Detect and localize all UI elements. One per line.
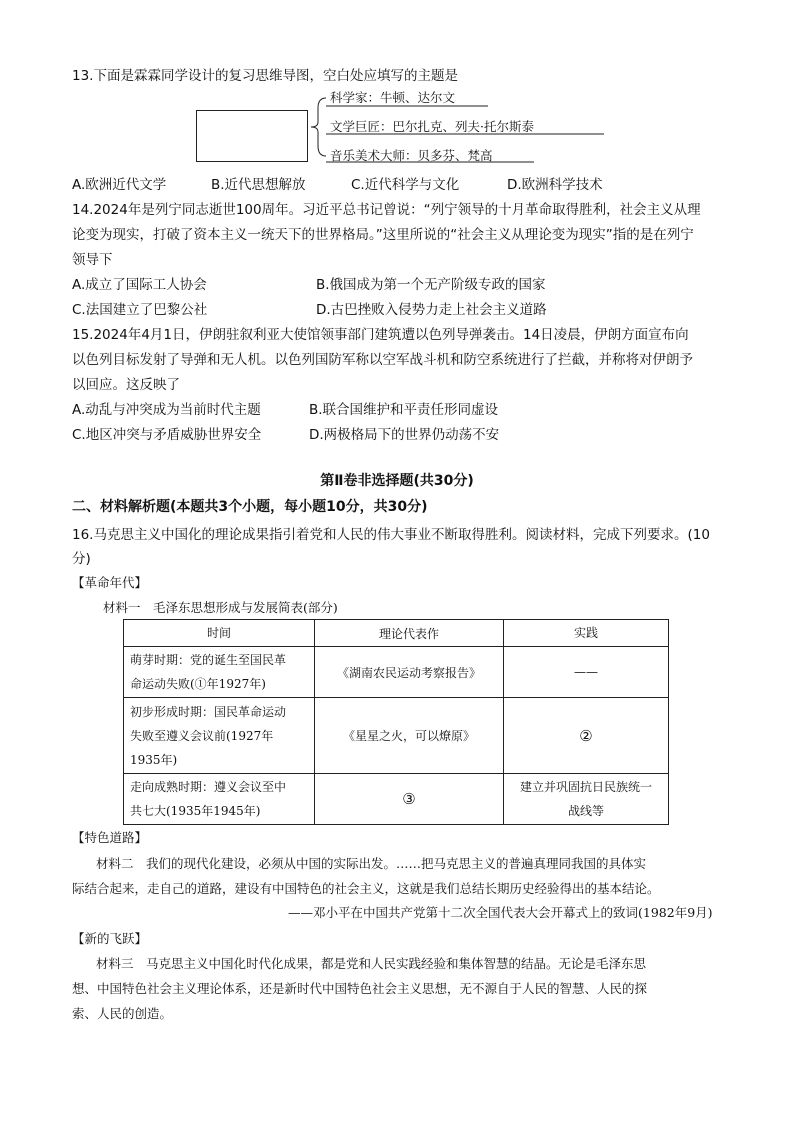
q13-option-a[interactable]: A.欧洲近代文学	[72, 177, 167, 193]
part2-title: 第Ⅱ卷非选择题(共30分)	[320, 473, 474, 489]
q14-stem-line-2: 论变为现实，打破了资本主义一统天下的世界格局。”这里所说的“社会主义从理论变为现实”指的是在列宁	[72, 227, 694, 243]
q15-stem-line-2: 以色列目标发射了导弹和无人机。以色列国防军称以空军战斗机和防空系统进行了拦截，并称将对伊朗予	[72, 352, 693, 368]
table-cell-work: 《星星之火，可以燎原》	[315, 698, 504, 774]
material2-line-2: 际结合起来，走自己的道路，建设有中国特色的社会主义，这就是我们总结长期历史经验得出的基本结论。	[72, 881, 660, 896]
q13-option-c[interactable]: C.近代科学与文化	[351, 177, 460, 193]
q13-option-d[interactable]: D.欧洲科学技术	[507, 177, 603, 193]
q14-stem-line-3: 领导下	[72, 252, 113, 268]
table-row	[124, 698, 669, 774]
table-row	[124, 647, 669, 698]
q14-option-b[interactable]: B.俄国成为第一个无产阶级专政的国家	[316, 277, 546, 293]
q15-stem-line-1: 15.2024年4月1日，伊朗驻叙利亚大使馆领事部门建筑遭以色列导弹袭击。14日凌晨，伊朗方面宣布向	[72, 327, 689, 343]
mindmap-branch-literature: 文学巨匠：巴尔扎克、列夫·托尔斯泰	[330, 119, 534, 134]
table-header-row	[124, 620, 669, 647]
table-header-time: 时间	[124, 620, 315, 647]
material3-line-2: 想、中国特色社会主义理论体系，还是新时代中国特色社会主义思想，无不源自于人民的智慧、人民的探	[72, 981, 648, 996]
q13-option-b[interactable]: B.近代思想解放	[211, 177, 306, 193]
q14-option-d[interactable]: D.古巴挫败入侵势力走上社会主义道路	[316, 302, 547, 318]
q14-option-c[interactable]: C.法国建立了巴黎公社	[72, 302, 208, 318]
q14-stem-line-1: 14.2024年是列宁同志逝世100周年。习近平总书记曾说：“列宁领导的十月革命取得胜利，社会主义从理	[72, 202, 701, 218]
q16-stem-line-2: 分)	[72, 551, 91, 567]
table-cell-work: ③	[315, 774, 504, 825]
material2-source: ——邓小平在中国共产党第十二次全国代表大会开幕式上的致词(1982年9月)	[288, 905, 713, 920]
mindmap-blank-box	[196, 110, 308, 162]
q14-option-a[interactable]: A.成立了国际工人协会	[72, 277, 207, 293]
q16-stem-line-1: 16.马克思主义中国化的理论成果指引着党和人民的伟大事业不断取得胜利。阅读材料，完成下列要求。(10	[72, 527, 710, 543]
q15-option-d[interactable]: D.两极格局下的世界仍动荡不安	[309, 427, 500, 443]
table-cell-time: 走向成熟时期：遵义会议至中 共七大(1935年1945年)	[124, 774, 315, 825]
material1-table	[123, 619, 669, 825]
tag-revolution-era: 【革命年代】	[72, 575, 148, 590]
table-cell-practice: ②	[504, 698, 669, 774]
tag-new-leap: 【新的飞跃】	[72, 931, 148, 946]
table-cell-practice: ——	[504, 647, 669, 698]
table-cell-time: 萌芽时期：党的诞生至国民革 命运动失败(①年1927年)	[124, 647, 315, 698]
mindmap-branch-scientists: 科学家：牛顿、达尔文	[330, 90, 456, 105]
material2-line-1: 材料二 我们的现代化建设，必须从中国的实际出发。……把马克思主义的普遍真理同我国的具体实	[96, 856, 647, 871]
tag-characteristic-road: 【特色道路】	[72, 830, 148, 845]
table-row	[124, 774, 669, 825]
table-cell-work: 《湖南农民运动考察报告》	[315, 647, 504, 698]
material3-line-3: 索、人民的创造。	[72, 1006, 173, 1021]
table-header-work: 理论代表作	[315, 620, 504, 647]
section-heading: 二、材料解析题(本题共3个小题，每小题10分，共30分)	[72, 499, 428, 515]
material3-line-1: 材料三 马克思主义中国化时代化成果，都是党和人民实践经验和集体智慧的结晶。无论是毛泽东思	[96, 956, 647, 971]
mindmap-branch-art: 音乐美术大师：贝多芬、梵高	[330, 148, 493, 163]
table-cell-practice: 建立并巩固抗日民族统一 战线等	[504, 774, 669, 825]
q15-stem-line-3: 以回应。这反映了	[72, 377, 180, 393]
table-cell-time: 初步形成时期：国民革命运动 失败至遵义会议前(1927年 1935年)	[124, 698, 315, 774]
table-header-practice: 实践	[504, 620, 669, 647]
q15-option-c[interactable]: C.地区冲突与矛盾威胁世界安全	[72, 427, 262, 443]
material1-title: 材料一 毛泽东思想形成与发展简表(部分)	[103, 600, 338, 615]
q13-stem: 13.下面是霖霖同学设计的复习思维导图，空白处应填写的主题是	[72, 68, 458, 84]
q15-option-b[interactable]: B.联合国维护和平责任形同虚设	[309, 402, 499, 418]
q15-option-a[interactable]: A.动乱与冲突成为当前时代主题	[72, 402, 261, 418]
